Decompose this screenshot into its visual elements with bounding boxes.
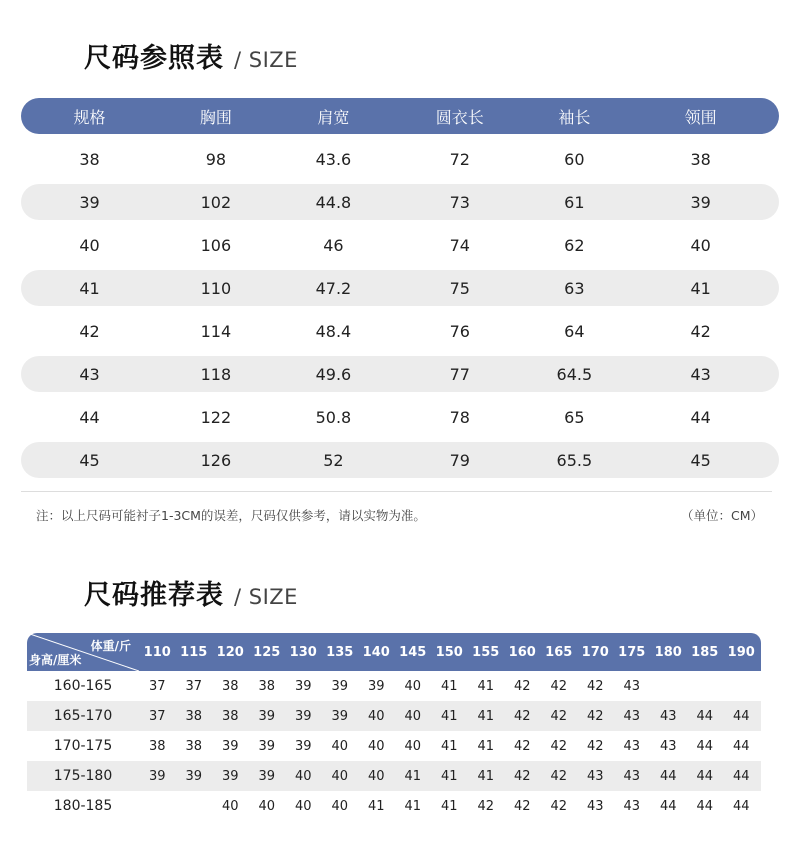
size-chart-cell: 102: [200, 192, 232, 212]
size-chart-cell: 62: [564, 235, 585, 255]
size-chart-header-row: [21, 98, 779, 134]
weight-header-cell: 180: [654, 644, 682, 660]
recommend-size-cell: 43: [586, 798, 604, 814]
size-chart-cell: 52: [323, 450, 344, 470]
size-chart-header-cell: 肩宽: [317, 107, 350, 127]
recommend-size-cell: 39: [148, 768, 166, 784]
recommend-size-cell: 41: [440, 708, 458, 724]
size-chart-header-cell: 圆衣长: [435, 107, 484, 127]
size-chart-cell: 43.6: [315, 149, 352, 169]
recommend-row: [27, 761, 761, 791]
size-chart-cell: 42: [690, 321, 711, 341]
size-chart-row: [21, 270, 779, 306]
recommend-size-cell: 42: [513, 798, 531, 814]
recommend-size-cell: 38: [258, 678, 276, 694]
recommend-size-cell: 43: [623, 678, 641, 694]
recommend-size-cell: 44: [659, 798, 677, 814]
size-chart-cell: 39: [690, 192, 711, 212]
recommend-size-cell: 41: [440, 768, 458, 784]
size-chart-cell: 64.5: [556, 364, 593, 384]
recommend-size-cell: 41: [440, 798, 458, 814]
recommend-size-cell: 40: [404, 678, 422, 694]
recommend-size-cell: 40: [258, 798, 276, 814]
recommend-size-cell: 41: [477, 738, 495, 754]
recommend-size-cell: 44: [696, 768, 714, 784]
size-chart-cell: 75: [449, 278, 470, 298]
recommend-size-cell: 42: [586, 738, 604, 754]
weight-header-cell: 130: [289, 644, 317, 660]
weight-header-cell: 120: [216, 644, 244, 660]
recommend-size-cell: 42: [586, 708, 604, 724]
recommend-size-cell: 40: [367, 768, 385, 784]
size-chart-cell: 46: [323, 235, 344, 255]
size-chart-cell: 72: [449, 149, 470, 169]
weight-header-cell: 125: [253, 644, 281, 660]
size-chart-header-cell: 胸围: [199, 107, 232, 127]
recommend-size-cell: 37: [148, 678, 166, 694]
size-chart-cell: 49.6: [315, 364, 352, 384]
recommend-size-cell: 42: [513, 708, 531, 724]
weight-header-cell: 135: [326, 644, 354, 660]
size-chart-title: [84, 36, 298, 75]
size-chart-cell: 73: [449, 192, 470, 212]
recommend-title-text: 尺码推荐表: [84, 580, 224, 611]
size-chart-cell: 40: [690, 235, 711, 255]
size-chart-cell: 44: [79, 407, 100, 427]
weight-header-cell: 170: [581, 644, 609, 660]
recommend-size-cell: 42: [550, 708, 568, 724]
recommend-size-cell: 43: [659, 738, 677, 754]
recommend-size-cell: 43: [623, 798, 641, 814]
recommend-size-cell: 39: [367, 678, 385, 694]
recommend-size-cell: 40: [404, 708, 422, 724]
recommend-size-cell: 38: [185, 708, 203, 724]
recommend-size-cell: 40: [294, 798, 312, 814]
unit-label: （单位：CM）: [680, 508, 763, 523]
size-chart-cell: 39: [79, 192, 100, 212]
weight-header-cell: 160: [508, 644, 536, 660]
recommend-size-cell: 42: [550, 798, 568, 814]
size-chart-cell: 106: [200, 235, 232, 255]
recommend-row: [27, 701, 761, 731]
size-chart-cell: 65.5: [556, 450, 593, 470]
recommend-size-cell: 42: [586, 678, 604, 694]
recommend-size-cell: 42: [550, 738, 568, 754]
size-chart-cell: 42: [79, 321, 100, 341]
size-chart-cell: 40: [79, 235, 100, 255]
recommend-size-cell: 43: [623, 738, 641, 754]
divider: [21, 491, 772, 492]
size-chart-row: [21, 313, 779, 349]
recommend-size-cell: 44: [696, 738, 714, 754]
recommend-header-row: [27, 633, 761, 671]
recommend-size-cell: 44: [732, 738, 750, 754]
size-chart-cell: 38: [79, 149, 100, 169]
size-chart-cell: 98: [205, 149, 227, 169]
size-chart-row: [21, 227, 779, 263]
size-chart-cell: 44.8: [315, 192, 352, 212]
recommend-size-cell: 39: [258, 708, 276, 724]
recommend-size-cell: 41: [477, 678, 495, 694]
recommend-size-cell: 42: [513, 738, 531, 754]
recommend-size-cell: 39: [294, 738, 312, 754]
recommend-size-cell: 39: [258, 738, 276, 754]
size-chart-cell: 78: [449, 407, 470, 427]
recommend-size-cell: 40: [404, 738, 422, 754]
weight-axis-label: 体重/斤: [90, 639, 131, 653]
recommend-size-cell: 41: [367, 798, 385, 814]
size-chart-header-cell: 袖长: [558, 107, 591, 127]
recommend-size-cell: 40: [367, 708, 385, 724]
weight-header-cell: 110: [143, 644, 171, 660]
weight-header-cell: 140: [362, 644, 390, 660]
recommend-size-cell: 41: [404, 798, 422, 814]
size-chart-cell: 122: [200, 407, 232, 427]
size-chart-table: [21, 98, 779, 485]
size-chart-cell: 126: [200, 450, 232, 470]
size-chart-subtitle: / SIZE: [234, 48, 298, 72]
size-chart-row: [21, 442, 779, 478]
size-chart-cell: 48.4: [315, 321, 352, 341]
size-chart-cell: 61: [564, 192, 585, 212]
weight-header-cell: 190: [727, 644, 755, 660]
recommend-size-cell: 38: [148, 738, 166, 754]
size-chart-cell: 64: [564, 321, 585, 341]
size-chart-row: [21, 184, 779, 220]
recommend-size-cell: 42: [513, 678, 531, 694]
size-chart-cell: 114: [200, 321, 232, 341]
size-chart-cell: 63: [564, 278, 585, 298]
size-chart-cell: 118: [200, 364, 232, 384]
recommend-size-cell: 40: [331, 738, 349, 754]
height-range-label: 170-175: [53, 738, 113, 754]
recommend-size-cell: 39: [331, 678, 349, 694]
recommend-size-cell: 38: [185, 738, 203, 754]
size-chart-cell: 77: [449, 364, 470, 384]
recommend-size-cell: 37: [148, 708, 166, 724]
recommend-size-cell: 39: [294, 708, 312, 724]
size-chart-row: [21, 399, 779, 435]
recommend-size-cell: 38: [221, 678, 239, 694]
recommend-subtitle: / SIZE: [234, 585, 298, 609]
size-chart-cell: 41: [690, 278, 711, 298]
recommend-size-cell: 37: [185, 678, 203, 694]
weight-header-cell: 145: [399, 644, 427, 660]
recommend-size-cell: 39: [185, 768, 203, 784]
size-chart-cell: 74: [449, 235, 470, 255]
recommend-size-cell: 44: [732, 708, 750, 724]
recommend-size-cell: 40: [367, 738, 385, 754]
size-chart-cell: 79: [449, 450, 470, 470]
size-chart-cell: 38: [690, 149, 711, 169]
size-note: 注：以上尺码可能衬子1-3CM的误差，尺码仅供参考，请以实物为准。: [36, 508, 426, 523]
size-chart-cell: 41: [79, 278, 100, 298]
recommend-size-cell: 44: [732, 798, 750, 814]
recommend-size-cell: 40: [331, 768, 349, 784]
recommend-size-cell: 40: [221, 798, 239, 814]
recommend-row: [27, 671, 761, 701]
recommend-size-cell: 41: [477, 768, 495, 784]
recommend-size-cell: 40: [294, 768, 312, 784]
recommend-size-cell: 39: [221, 738, 239, 754]
weight-header-cell: 175: [618, 644, 646, 660]
size-chart-cell: 76: [449, 321, 470, 341]
size-chart-header-cell: 规格: [73, 107, 106, 127]
size-chart-cell: 43: [690, 364, 711, 384]
recommend-table: [27, 633, 761, 821]
recommend-row: [27, 731, 761, 761]
recommend-size-cell: 41: [404, 768, 422, 784]
recommend-size-cell: 42: [477, 798, 495, 814]
size-chart-row: [21, 356, 779, 392]
recommend-size-cell: 39: [331, 708, 349, 724]
height-range-label: 160-165: [53, 678, 113, 694]
height-range-label: 180-185: [53, 798, 113, 814]
size-chart-cell: 43: [79, 364, 100, 384]
weight-header-cell: 155: [472, 644, 500, 660]
recommend-title: [84, 573, 298, 612]
size-chart-cell: 110: [200, 278, 232, 298]
recommend-size-cell: 42: [513, 768, 531, 784]
height-axis-label: 身高/厘米: [29, 653, 82, 667]
size-chart-header-cell: 领围: [684, 107, 717, 127]
recommend-size-cell: 40: [331, 798, 349, 814]
size-chart-cell: 44: [690, 407, 711, 427]
header-corner-cell: [27, 633, 139, 671]
recommend-size-cell: 43: [659, 708, 677, 724]
recommend-size-cell: 44: [732, 768, 750, 784]
size-chart-cell: 45: [690, 450, 711, 470]
recommend-size-cell: 39: [258, 768, 276, 784]
height-range-label: 165-170: [53, 708, 113, 724]
recommend-size-cell: 44: [659, 768, 677, 784]
height-range-label: 175-180: [53, 768, 113, 784]
recommend-size-cell: 43: [623, 768, 641, 784]
recommend-size-cell: 43: [623, 708, 641, 724]
weight-header-cell: 150: [435, 644, 463, 660]
recommend-size-cell: 42: [550, 678, 568, 694]
size-chart-cell: 45: [79, 450, 100, 470]
recommend-size-cell: 44: [696, 798, 714, 814]
recommend-size-cell: 41: [477, 708, 495, 724]
recommend-size-cell: 44: [696, 708, 714, 724]
weight-header-cell: 165: [545, 644, 573, 660]
recommend-size-cell: 43: [586, 768, 604, 784]
weight-header-cell: 115: [180, 644, 208, 660]
size-chart-row: [21, 141, 779, 177]
recommend-size-cell: 39: [221, 768, 239, 784]
size-chart-cell: 65: [564, 407, 585, 427]
recommend-size-cell: 42: [550, 768, 568, 784]
size-chart-cell: 60: [564, 149, 585, 169]
size-chart-cell: 47.2: [315, 278, 352, 298]
recommend-size-cell: 39: [294, 678, 312, 694]
size-chart-title-text: 尺码参照表: [84, 43, 224, 74]
size-chart-cell: 50.8: [315, 407, 352, 427]
recommend-size-cell: 41: [440, 678, 458, 694]
recommend-size-cell: 41: [440, 738, 458, 754]
recommend-size-cell: 38: [221, 708, 239, 724]
weight-header-cell: 185: [691, 644, 719, 660]
recommend-row: [27, 791, 761, 821]
